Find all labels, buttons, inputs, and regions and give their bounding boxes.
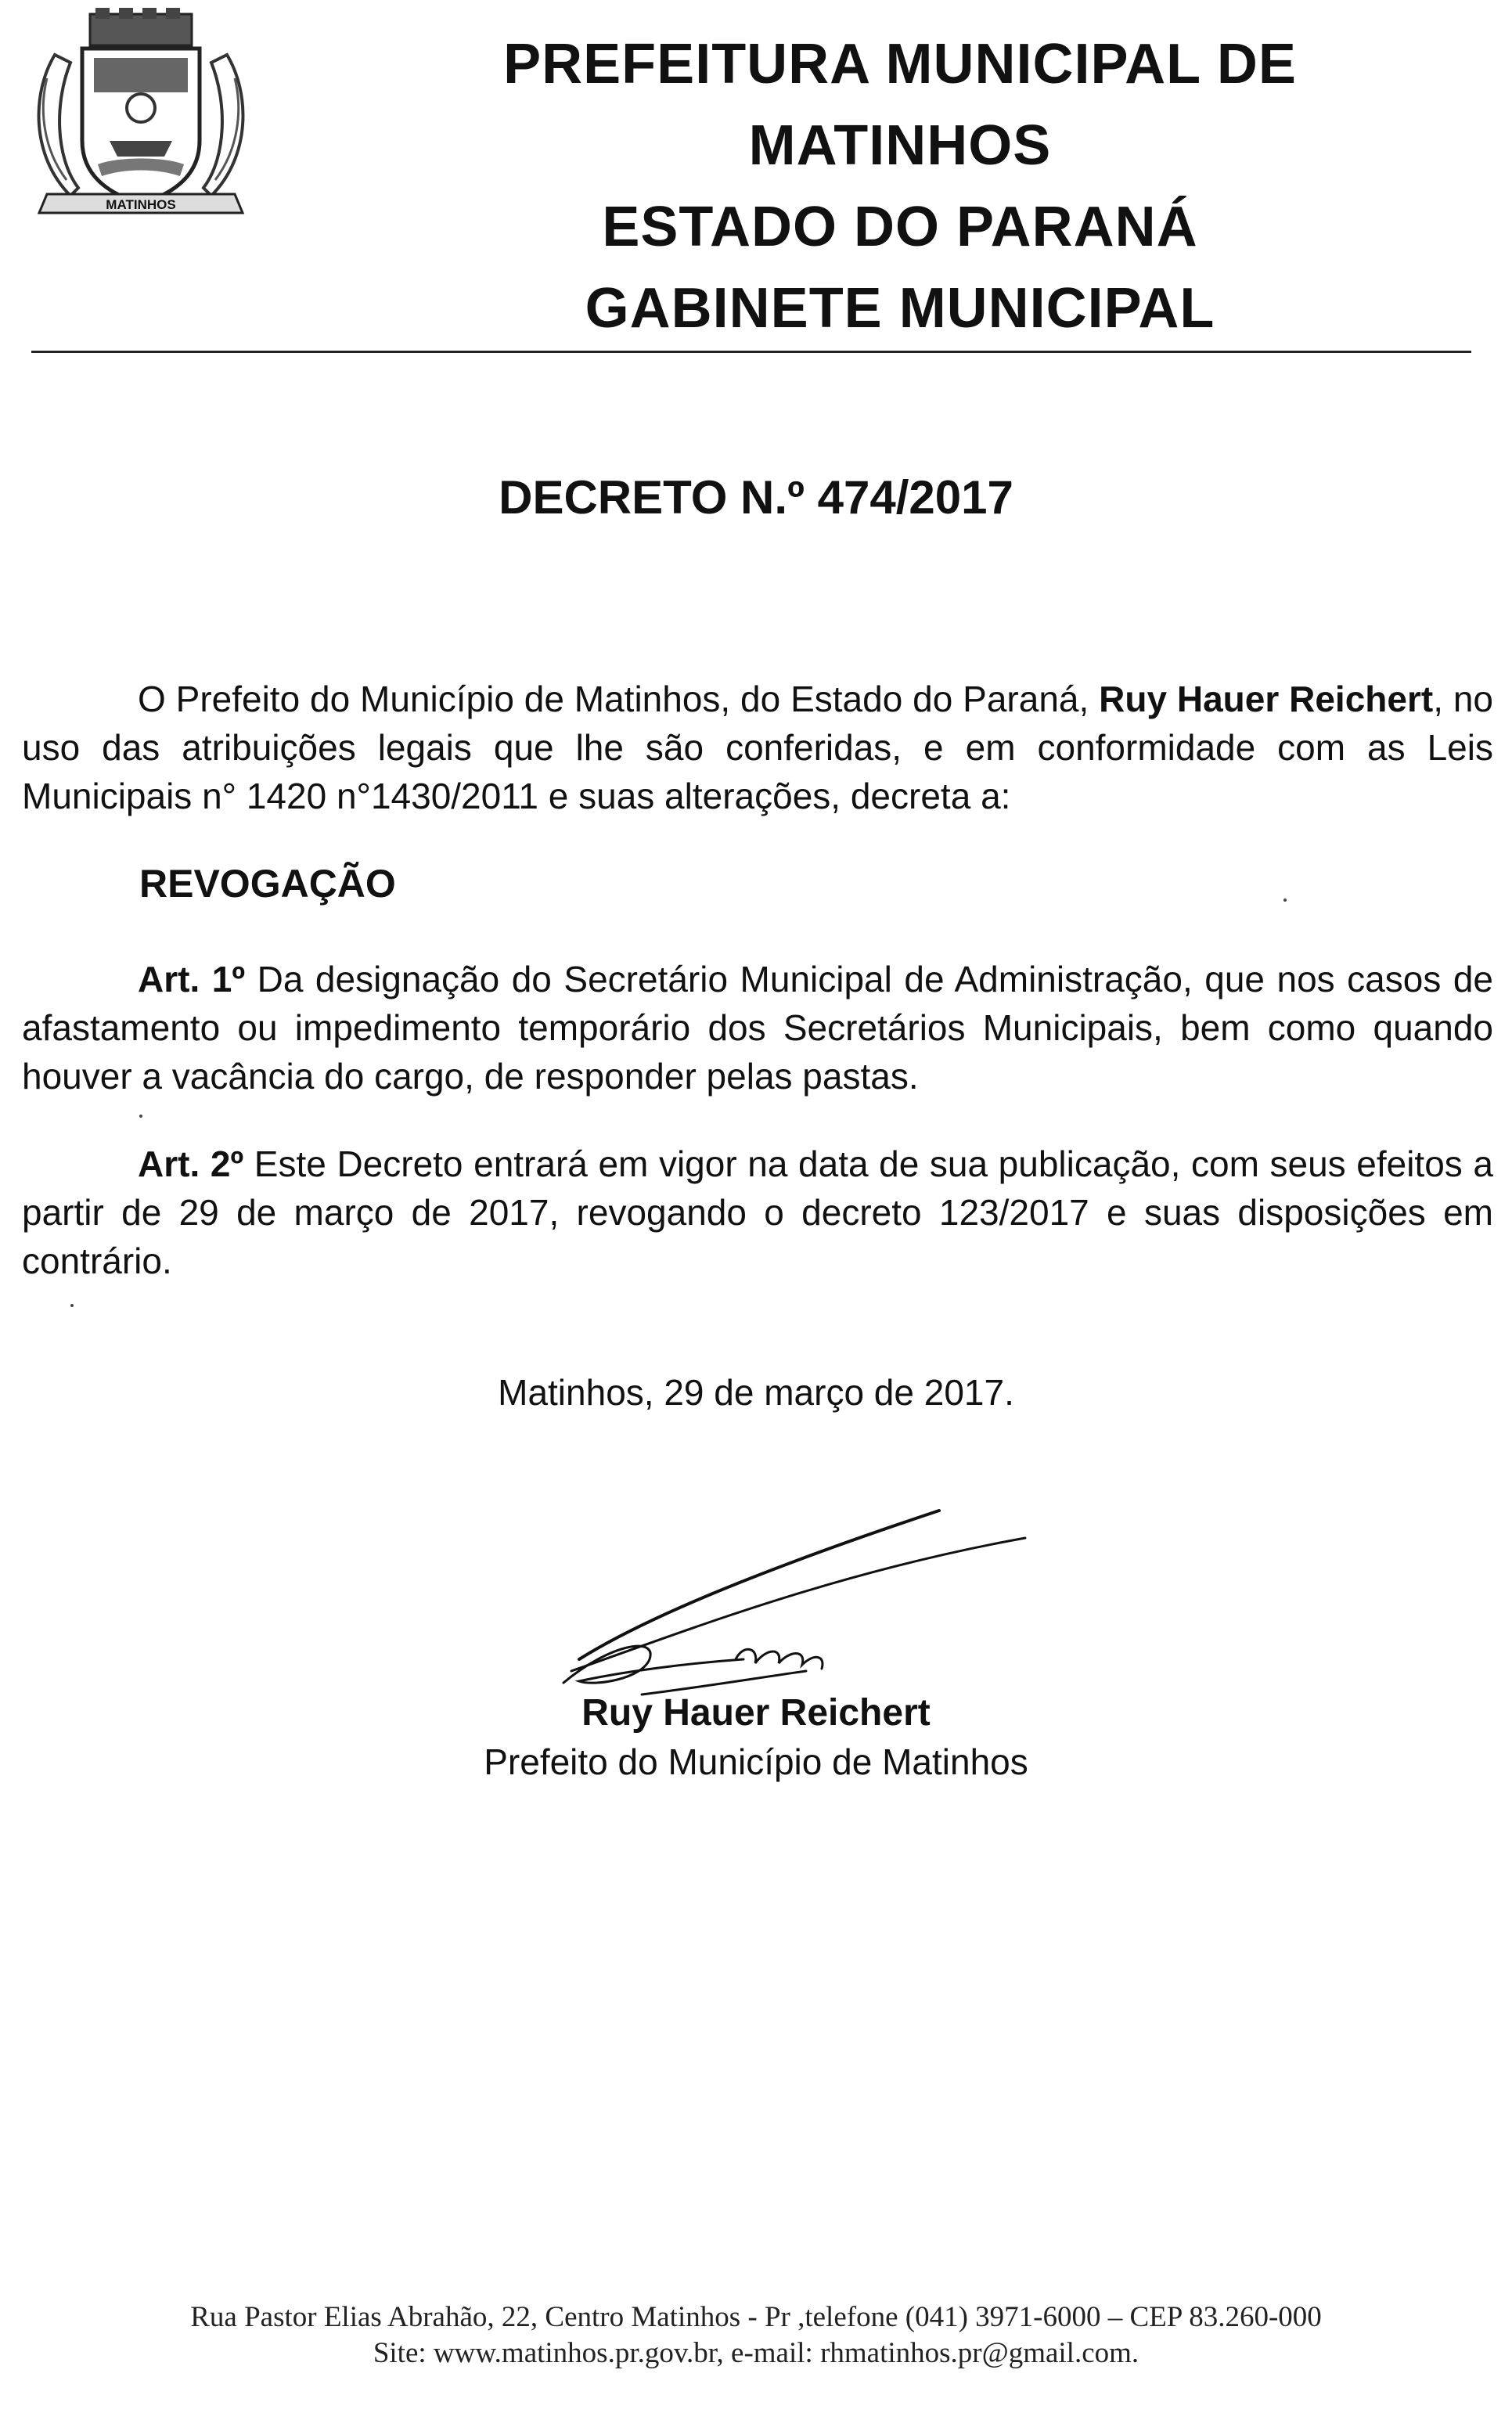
section-title: REVOGAÇÃO	[139, 862, 396, 906]
header-divider	[31, 351, 1471, 353]
footer-contact	[0, 2300, 1512, 2372]
dateline: Matinhos, 29 de março de 2017.	[498, 1372, 1014, 1413]
signer-title: Prefeito do Município de Matinhos	[484, 1741, 1028, 1782]
handwritten-signature	[548, 1503, 1049, 1706]
article-1	[22, 955, 1493, 1100]
header-line-2: MATINHOS	[748, 114, 1052, 177]
crest-ribbon-label: MATINHOS	[106, 197, 176, 212]
footer-address: Rua Pastor Elias Abrahão, 22, Centro Matinhos - Pr ,telefone (041) 3971-6000 – CEP 83.260-000	[190, 2301, 1322, 2333]
article-1-text: Da designação do Secretário Municipal de Administração, que nos casos de afastamento ou impedimento temporário dos Secretários Municipais, bem como quando houver a vacância do cargo, de responder pelas pastas.	[22, 959, 1493, 1097]
article-2	[22, 1140, 1493, 1285]
coat-of-arms-icon	[23, 8, 258, 219]
intro-text-part1: O Prefeito do Município de Matinhos, do Estado do Paraná,	[138, 679, 1100, 719]
signer-name: Ruy Hauer Reichert	[581, 1692, 931, 1734]
article-1-label: Art. 1º	[138, 959, 246, 999]
footer-site-email: Site: www.matinhos.pr.gov.br, e-mail: rhmatinhos.pr@gmail.com.	[373, 2337, 1139, 2369]
scan-speck	[70, 1304, 74, 1307]
intro-text-part2: , no uso das atribuições legais que lhe são conferidas, e em conformidade com as Leis Municipais n° 1420 n°1430/2011 e suas alterações, decreta a:	[22, 679, 1493, 816]
header-line-4: GABINETE MUNICIPAL	[585, 277, 1215, 340]
scan-speck	[1283, 899, 1287, 902]
article-2-label: Art. 2º	[138, 1143, 244, 1184]
article-2-text: Este Decreto entrará em vigor na data de sua publicação, com seus efeitos a partir de 29 de março de 2017, revogando o decreto 123/2017 e suas disposições em contrário.	[22, 1143, 1493, 1281]
mayor-name-inline: Ruy Hauer Reichert	[1099, 679, 1434, 719]
decree-number: DECRETO N.º 474/2017	[499, 471, 1013, 524]
header-line-3: ESTADO DO PARANÁ	[602, 196, 1198, 258]
intro-paragraph	[22, 675, 1493, 820]
header-line-1: PREFEITURA MUNICIPAL DE	[503, 33, 1297, 95]
scan-speck	[139, 1115, 142, 1118]
header-title-block	[337, 23, 1463, 349]
